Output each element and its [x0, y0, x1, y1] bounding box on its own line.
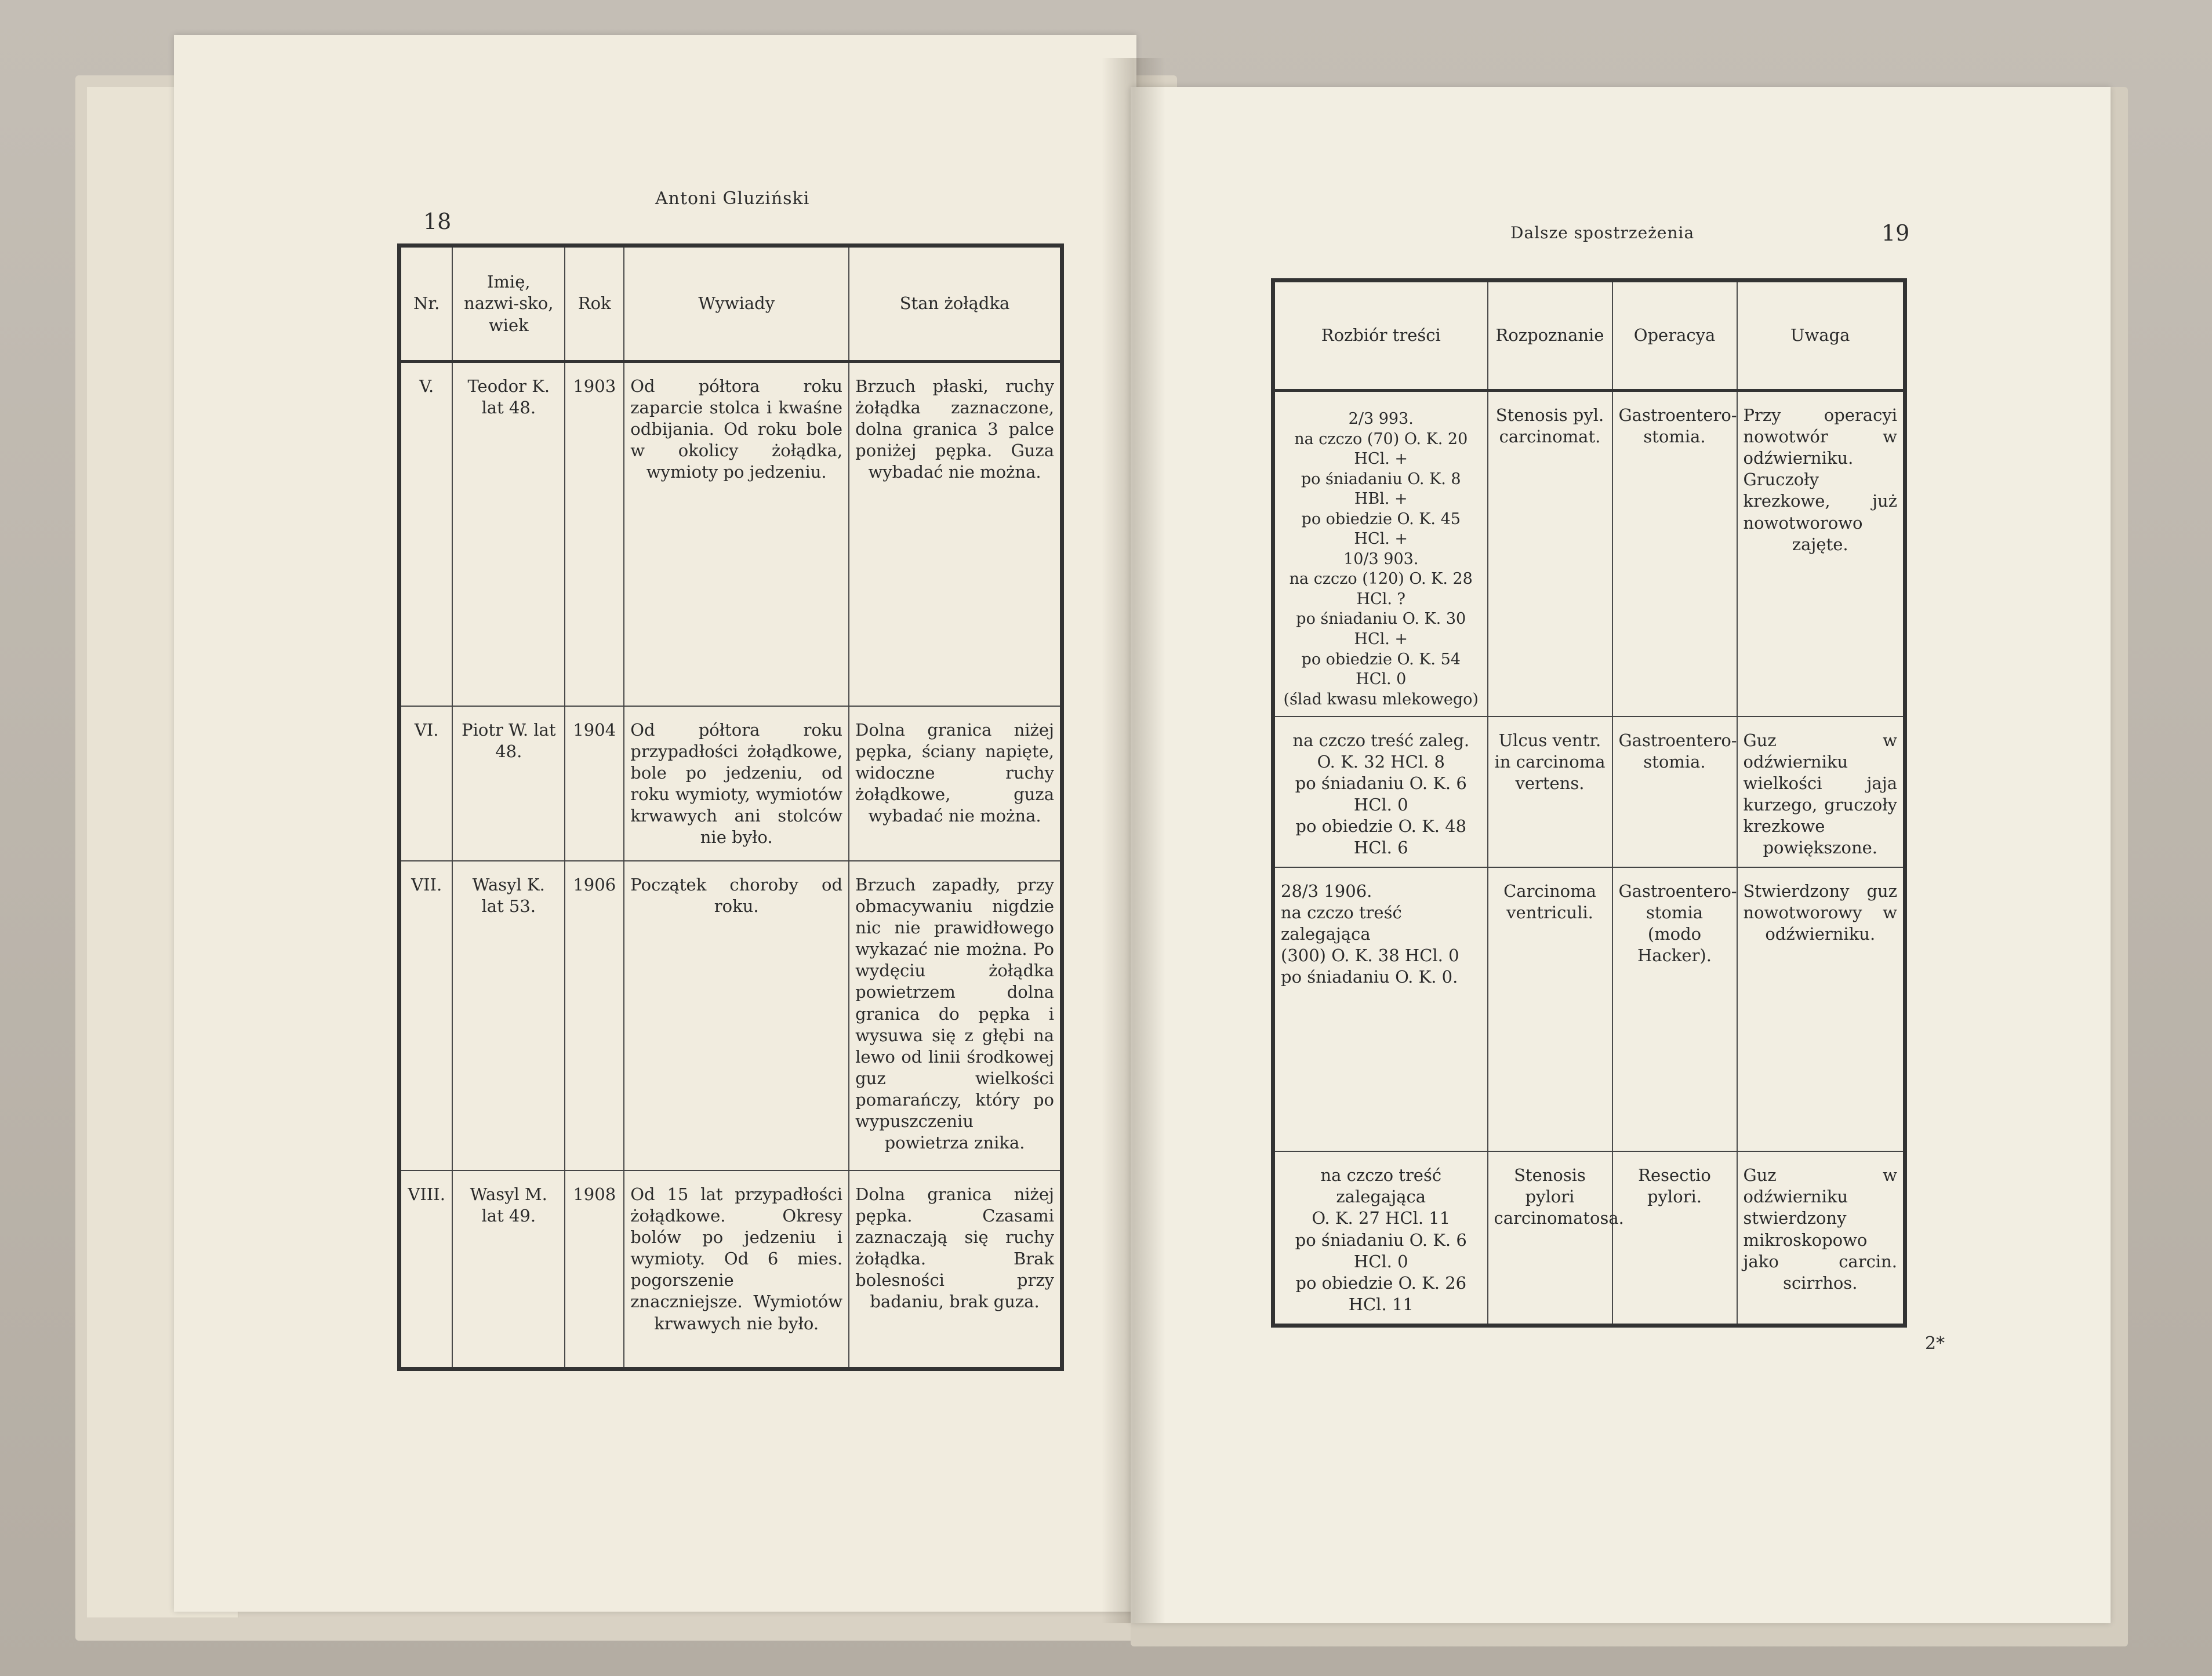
- left-table-header: [399, 246, 1062, 362]
- cell-diagnosis: Stenosis pyl. carcinomat.: [1488, 391, 1612, 717]
- right-page: [1131, 87, 2111, 1623]
- cell-analysis: na czczo treść zalegająca O. K. 27 HCl. 11 po śniadaniu O. K. 6 HCl. 0 po obiedzie O. K. 26 HCl. 11: [1273, 1151, 1488, 1325]
- cell-year: 1906: [565, 861, 624, 1170]
- cell-history: Od 15 lat przypadłości żołądkowe. Okresy bolów po jedzeniu i wymioty. Od 6 mies. pogorszenie znaczniejsze. Wymiotów krwawych nie było.: [624, 1170, 849, 1369]
- col-header-analysis: Rozbiór treści: [1273, 281, 1488, 391]
- cell-diagnosis: Ulcus ventr. in carcinoma vertens.: [1488, 717, 1612, 867]
- cell-analysis: na czczo treść zaleg. O. K. 32 HCl. 8 po śniadaniu O. K. 6 HCl. 0 po obiedzie O. K. 48 HCl. 6: [1273, 717, 1488, 867]
- cell-note: Przy operacyi nowotwór w odźwierniku. Gruczoły krezkowe, już nowotworowo zajęte.: [1737, 391, 1905, 717]
- cell-year: 1904: [565, 706, 624, 861]
- cell-nr: V.: [399, 362, 453, 706]
- cell-note: Guz w odźwierniku stwierdzony mikroskopowo jako carcin. scirrhos.: [1737, 1151, 1905, 1325]
- cell-analysis: 2/3 993. na czczo (70) O. K. 20 HCl. + po śniadaniu O. K. 8 HBl. + po obiedzie O. K. 45 HCl. + 10/3 903. na czczo (120) O. K. 28 HCl. ? po śniadaniu O. K. 30 HCl. + po obiedzie O. K. 54 HCl. 0 (ślad kwasu mlekowego): [1273, 391, 1488, 717]
- cell-year: 1908: [565, 1170, 624, 1369]
- cell-diagnosis: Stenosis pylori carcinomatosa.: [1488, 1151, 1612, 1325]
- table-row: [399, 1170, 1062, 1369]
- cell-diagnosis: Carcinoma ventriculi.: [1488, 867, 1612, 1151]
- col-header-stomach: Stan żołądka: [849, 246, 1062, 362]
- right-running-head: Dalsze spostrzeżenia: [1510, 223, 1695, 242]
- col-header-operation: Operacya: [1612, 281, 1737, 391]
- cell-history: Od półtora roku przypadłości żołądkowe, bole po jedzeniu, od roku wymioty, wymiotów krwawych ani stolców nie było.: [624, 706, 849, 861]
- cell-nr: VI.: [399, 706, 453, 861]
- col-header-nr: Nr.: [399, 246, 453, 362]
- col-header-history: Wywiady: [624, 246, 849, 362]
- cell-stomach: Brzuch płaski, ruchy żołądka zaznaczone, dolna granica 3 palce poniżej pępka. Guza wybadać nie można.: [849, 362, 1062, 706]
- cell-stomach: Dolna granica niżej pępka, ściany napięte, widoczne ruchy żołądkowe, guza wybadać nie można.: [849, 706, 1062, 861]
- book-gutter: [1102, 58, 1165, 1623]
- cell-year: 1903: [565, 362, 624, 706]
- left-page-number: 18: [423, 209, 452, 234]
- cell-nr: VII.: [399, 861, 453, 1170]
- cell-stomach: Brzuch zapadły, przy obmacywaniu nigdzie nic nie prawidłowego wykazać nie można. Po wydęciu żołądka powietrzem dolna granica do pępka i wysuwa się z głębi na lewo od linii środkowej guz wielkości pomarańczy, który po wypuszczeniu powietrza znika.: [849, 861, 1062, 1170]
- cell-operation: Gastroentero-stomia.: [1612, 717, 1737, 867]
- right-page-number: 19: [1882, 220, 1910, 246]
- left-running-head: Antoni Gluziński: [655, 188, 810, 209]
- right-table: [1271, 278, 1907, 1328]
- table-row: [399, 362, 1062, 706]
- left-page: [174, 35, 1136, 1612]
- cell-note: Guz w odźwierniku wielkości jaja kurzego, gruczoły krezkowe powiększone.: [1737, 717, 1905, 867]
- col-header-note: Uwaga: [1737, 281, 1905, 391]
- left-table: [397, 243, 1064, 1371]
- cell-history: Początek choroby od roku.: [624, 861, 849, 1170]
- col-header-name: Imię, nazwi-sko, wiek: [452, 246, 565, 362]
- cell-history: Od półtora roku zaparcie stolca i kwaśne odbijania. Od roku bole w okolicy żołądka, wymioty po jedzeniu.: [624, 362, 849, 706]
- signature-mark: 2*: [1925, 1333, 1945, 1354]
- table-row: [399, 861, 1062, 1170]
- col-header-year: Rok: [565, 246, 624, 362]
- cell-analysis: 28/3 1906. na czczo treść zalegająca (300) O. K. 38 HCl. 0 po śniadaniu O. K. 0.: [1273, 867, 1488, 1151]
- cell-stomach: Dolna granica niżej pępka. Czasami zaznaczają się ruchy żołądka. Brak bolesności przy badaniu, brak guza.: [849, 1170, 1062, 1369]
- cell-operation: Resectio pylori.: [1612, 1151, 1737, 1325]
- table-row: [1273, 867, 1905, 1151]
- cell-operation: Gastroentero-stomia.: [1612, 391, 1737, 717]
- table-row: [399, 706, 1062, 861]
- table-row: [1273, 391, 1905, 717]
- table-row: [1273, 717, 1905, 867]
- cell-name: Wasyl M. lat 49.: [452, 1170, 565, 1369]
- cell-operation: Gastroentero-stomia (modo Hacker).: [1612, 867, 1737, 1151]
- cell-name: Teodor K. lat 48.: [452, 362, 565, 706]
- cell-nr: VIII.: [399, 1170, 453, 1369]
- cell-note: Stwierdzony guz nowotworowy w odźwierniku.: [1737, 867, 1905, 1151]
- cell-name: Wasyl K. lat 53.: [452, 861, 565, 1170]
- col-header-diagnosis: Rozpoznanie: [1488, 281, 1612, 391]
- cell-name: Piotr W. lat 48.: [452, 706, 565, 861]
- table-row: [1273, 1151, 1905, 1325]
- right-table-header: [1273, 281, 1905, 391]
